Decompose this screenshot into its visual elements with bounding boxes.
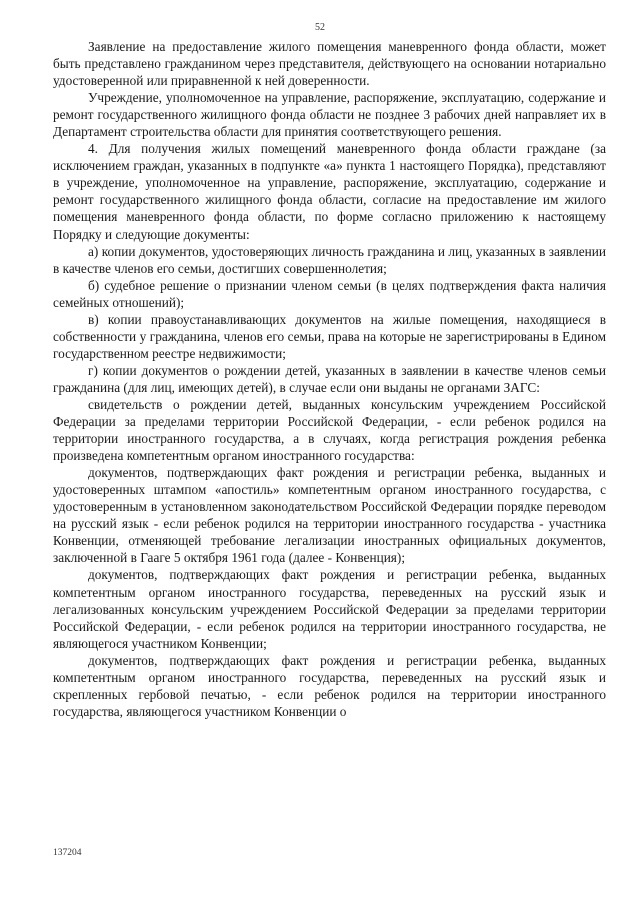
paragraph-birth-certificates: свидетельств о рождении детей, выданных консульским учреждением Российской Федерации за пределами территории Российской Федерации, - если ребенок родился на территории иностранного государства, а в случаях, когда регистрация рождения ребенка произведена компетентным органом иностранного государства: xyxy=(53,396,606,464)
paragraph-item-4: 4. Для получения жилых помещений маневренного фонда области граждане (за исключением граждан, указанных в подпункте «а» пункта 1 настоящего Порядка), представляют в учреждение, уполномоченное на управление, распоряжение, эксплуатацию, содержание и ремонт государственного жилищного фонда области, согласие на предоставление им жилого помещения маневренного фонда области, по форме согласно приложению к настоящему Порядку и следующие документы: xyxy=(53,141,606,242)
paragraph-sealed-documents: документов, подтверждающих факт рождения и регистрации ребенка, выданных компетентным органом иностранного государства, переведенных на русский язык и скрепленных гербовой печатью, - если ребенок родился на территории иностранного государства, являющегося участником Конвенции о xyxy=(53,652,606,719)
paragraph-subitem-a: а) копии документов, удостоверяющих личность гражданина и лиц, указанных в заявлении в качестве членов его семьи, достигших совершеннолетия; xyxy=(53,243,606,276)
paragraph-representative-application: Заявление на предоставление жилого помещения маневренного фонда области, может быть представлено гражданином через представителя, действующего на основании нотариально удостоверенной или приравненной к ней доверенности. xyxy=(53,39,606,89)
paragraph-legalized-documents: документов, подтверждающих факт рождения и регистрации ребенка, выданных компетентным органом иностранного государства, переведенных на русский язык и легализованных консульским учреждением Российской Федерации за пределами территории Российской Федерации, - если ребенок родился на территории иностранного государства, не являющегося участником Конвенции; xyxy=(53,567,606,651)
paragraph-apostille-documents: документов, подтверждающих факт рождения и регистрации ребенка, выданных и удостоверенных штампом «апостиль» компетентным органом иностранного государства, с удостоверенным в установленном законодательством Российской Федерации порядке переводом на русский язык - если ребенок родился на территории иностранного государства - участника Конвенции, отменяющей требование легализации иностранных официальных документов, заключенной в Гааге 5 октября 1961 года (далее - Конвенция); xyxy=(53,465,606,566)
paragraph-institution-forwarding: Учреждение, уполномоченное на управление, распоряжение, эксплуатацию, содержание и ремонт государственного жилищного фонда области не позднее 3 рабочих дней направляет их в Департамент строительства области для принятия соответствующего решения. xyxy=(53,90,606,140)
footer-document-code: 137204 xyxy=(53,848,82,858)
paragraph-subitem-b: б) судебное решение о признании членом семьи (в целях подтверждения факта наличия семейных отношений); xyxy=(53,277,606,310)
document-body xyxy=(53,38,606,720)
paragraph-subitem-g: г) копии документов о рождении детей, указанных в заявлении в качестве членов семьи гражданина (для лиц, имеющих детей), в случае если они выданы не органами ЗАГС: xyxy=(53,362,606,395)
paragraph-subitem-v: в) копии правоустанавливающих документов на жилые помещения, находящиеся в собственности у гражданина, членов его семьи, права на которые не зарегистрированы в Едином государственном реестре недвижимости; xyxy=(53,311,606,361)
page-number: 52 xyxy=(315,22,325,33)
